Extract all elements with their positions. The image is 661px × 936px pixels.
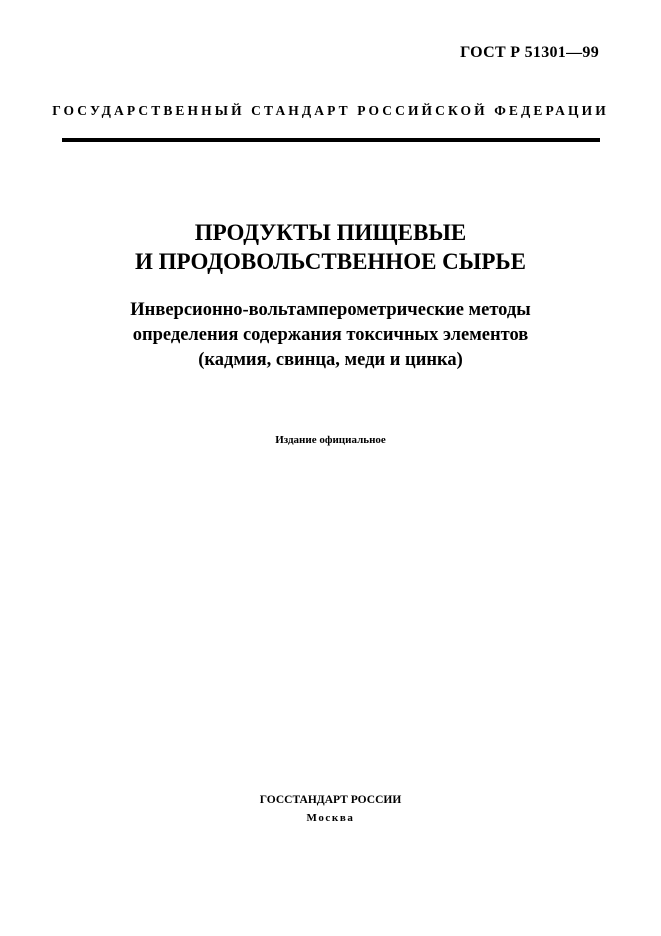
subtitle-line-2: определения содержания токсичных элементов <box>132 325 529 345</box>
publisher-name: ГОССТАНДАРТ РОССИИ <box>259 794 402 806</box>
edition-label: Издание официальное <box>275 434 386 446</box>
subtitle-line-3: (кадмия, свинца, меди и цинка) <box>198 350 463 370</box>
page-title <box>0 218 661 276</box>
state-standard-heading: ГОСУДАРСТВЕННЫЙ СТАНДАРТ РОССИЙСКОЙ ФЕДЕРАЦИИ <box>52 103 609 118</box>
page-subtitle <box>0 298 661 373</box>
publisher-city: Москва <box>306 812 355 824</box>
title-line-2: И ПРОДОВОЛЬСТВЕННОЕ СЫРЬЕ <box>135 249 526 274</box>
document-code: ГОСТ Р 51301—99 <box>460 44 599 61</box>
header-divider <box>62 138 600 142</box>
title-line-1: ПРОДУКТЫ ПИЩЕВЫЕ <box>194 220 467 245</box>
subtitle-line-1: Инверсионно-вольтамперометрические методы <box>130 300 531 320</box>
